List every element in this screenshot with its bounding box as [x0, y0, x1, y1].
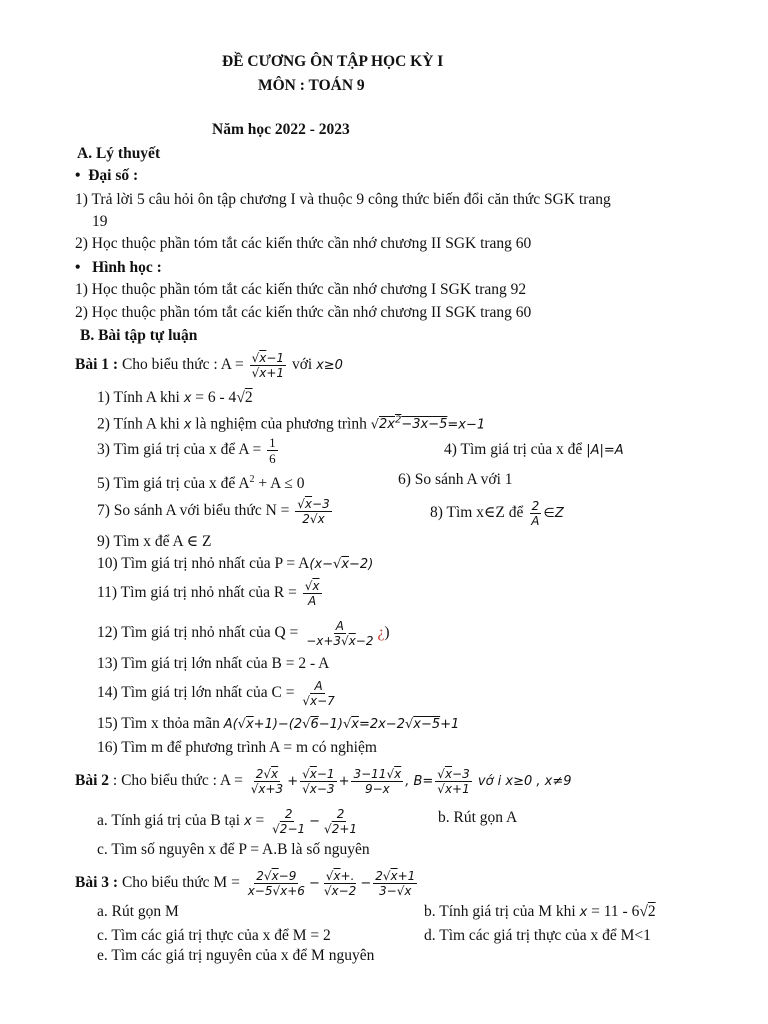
bai1-q9: 9) Tìm x để A ∈ Z — [97, 533, 212, 550]
section-a-heading: A. Lý thuyết — [77, 145, 161, 162]
bai3-qa: a. Rút gọn M — [97, 903, 179, 920]
bai2-qc: c. Tìm số nguyên x để P = A.B là số nguyên — [97, 841, 370, 858]
doc-title: ĐỀ CƯƠNG ÔN TẬP HỌC KỲ I — [222, 53, 444, 70]
bai1-q13: 13) Tìm giá trị lớn nhất của B = 2 - A — [97, 655, 330, 672]
bai1-q5: 5) Tìm giá trị của x để $A^2 + A \le 0$ — [97, 474, 305, 493]
bai1-q16: 16) Tìm m để phương trình A = m có nghiệm — [97, 739, 377, 756]
bai1-q7: 7) So sánh A với biểu thức N = $\frac{√x-3}{2√x}$ — [97, 497, 330, 526]
geometry-item-2: 2) Học thuộc phần tóm tắt các kiến thức cần nhớ chương II SGK trang 60 — [75, 304, 532, 321]
bai1-q1: 1) Tính A khi x = 6 - 4√2 — [97, 389, 253, 406]
bai1-q11: 11) Tìm giá trị nhỏ nhất của R = $\frac{√x}{A}$ — [97, 579, 320, 608]
bai1-q14: 14) Tìm giá trị lớn nhất của C = $\frac{A}{√x-7}$ — [97, 679, 335, 708]
bai3-qc: c. Tìm các giá trị thực của x để M = 2 — [97, 927, 331, 944]
algebra-item-2: 2) Học thuộc phần tóm tắt các kiến thức cần nhớ chương II SGK trang 60 — [75, 235, 532, 252]
bai2-qa: a. Tính giá trị của B tại x = $\frac{2}{√2-1}$ − $\frac{2}{√2+1}$ — [97, 807, 358, 836]
bai3-statement: Bài 3 : Cho biểu thức M = $\frac{2√x-9}{x-5√x+6}$ − $\frac{√x+.}{√x-2}$ − $\frac{2√x+1}{3-√x}$ — [75, 869, 416, 898]
bai1-q6: 6) So sánh A với 1 — [398, 471, 513, 488]
section-b-heading: B. Bài tập tự luận — [80, 327, 198, 344]
bai1-statement: Bài 1 : Cho biểu thức : A = $\frac{√x-1}{√x+1}$ với x≥0 — [75, 351, 343, 380]
algebra-item-1: 1) Trả lời 5 câu hỏi ôn tập chương I và thuộc 9 công thức biến đổi căn thức SGK trang — [75, 191, 611, 208]
bai2-qb: b. Rút gọn A — [438, 809, 518, 826]
school-year: Năm học 2022 - 2023 — [212, 121, 350, 138]
bai1-q15: 15) Tìm x thỏa mãn A(√x+1)−(2√6−1)√x=2x−2√x−5+1 — [97, 715, 460, 732]
bai3-qe: e. Tìm các giá trị nguyên của x để M nguyên — [97, 947, 375, 964]
bai1-q4: 4) Tìm giá trị của x để |A|=A — [444, 441, 624, 458]
bai2-statement: Bài 2 : Cho biểu thức : A = $\frac{2√x}{√x+3}$ + $\frac{√x-1}{√x-3}$ + $\frac{3-11√x}{9-x}$ , B= $\frac{√x-3}{√x+1}$ vớ i x≥0 , x≠9 — [75, 767, 572, 796]
geometry-heading: • Hình học : — [75, 259, 162, 276]
bai1-q3: 3) Tìm giá trị của x để A = $\frac{1}{6}$ — [97, 435, 276, 466]
bai1-q10: 10) Tìm giá trị nhỏ nhất của P = A(x−√x−2) — [97, 555, 374, 572]
bai1-q8: 8) Tìm x∈Z để $\frac{2}{A}$ ∈Z — [430, 499, 564, 528]
algebra-item-1-cont: 19 — [92, 213, 108, 230]
bai1-q2: 2) Tính A khi x là nghiệm của phương trình $√2x^2-3x-5=x-1$ — [97, 415, 486, 433]
bai1-q12: 12) Tìm giá trị nhỏ nhất của Q = $\frac{A}{-x+3√x-2}$ ¿) — [97, 619, 390, 648]
bai3-qb: b. Tính giá trị của M khi x = 11 - 6√2 — [424, 903, 656, 920]
doc-subject: MÔN : TOÁN 9 — [258, 77, 365, 94]
geometry-item-1: 1) Học thuộc phần tóm tắt các kiến thức cần nhớ chương I SGK trang 92 — [75, 281, 527, 298]
algebra-heading: • Đại số : — [75, 167, 139, 184]
bai3-qd: d. Tìm các giá trị thực của x để M<1 — [424, 927, 651, 944]
